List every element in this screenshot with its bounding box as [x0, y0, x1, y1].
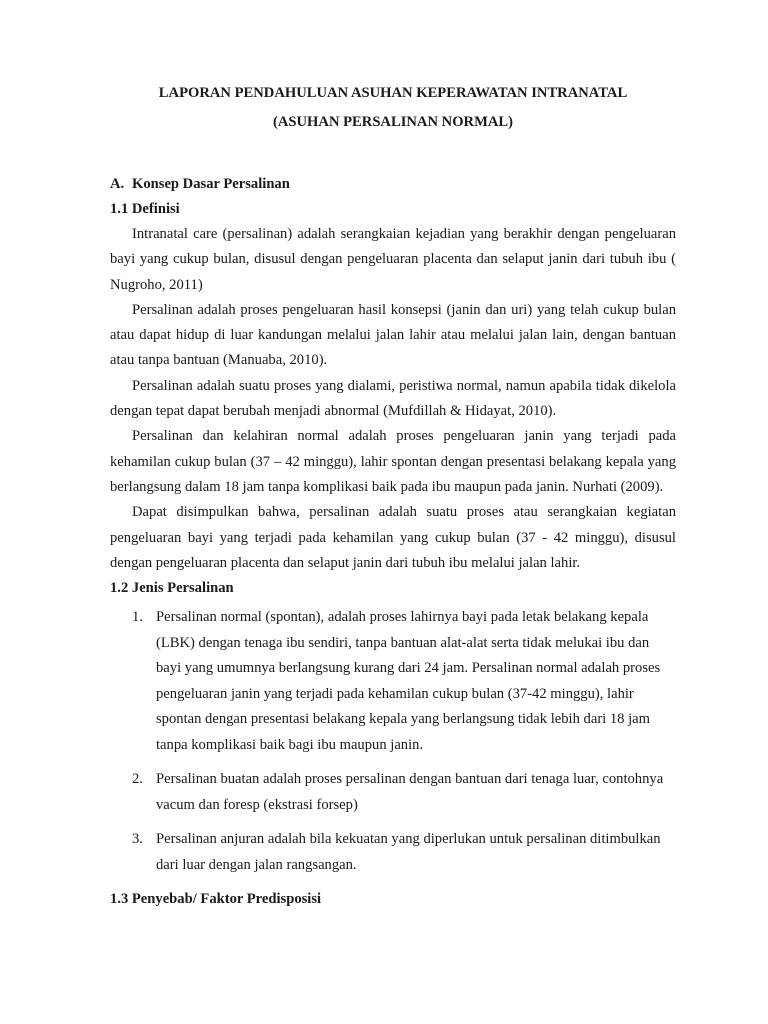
list-item	[110, 767, 666, 818]
section-1-3-heading: 1.3 Penyebab/ Faktor Predisposisi	[110, 891, 322, 908]
section-a-letter: A.	[110, 176, 125, 192]
definition-paragraph: Persalinan adalah suatu proses yang dialami, peristiwa normal, namun apabila tidak dikelola dengan tepat dapat berubah menjadi abnormal (Mufdillah & Hidayat, 2010).	[110, 377, 676, 420]
section-1-1-heading: 1.1 Definisi	[110, 201, 180, 217]
definition-paragraph: Dapat disimpulkan bahwa, persalinan adalah suatu proses atau serangkaian kegiatan pengeluaran bayi yang terjadi pada kehamilan yang cukup bulan (37 - 42 minggu), disusul dengan pengeluaran placenta dan selaput janin dari tubuh ibu melalui jalan lahir.	[110, 504, 676, 571]
definition-paragraph: Intranatal care (persalinan) adalah serangkaian kejadian yang berakhir dengan pengeluaran bayi yang cukup bulan, disusul dengan pengeluaran placenta dan selaput janin dari tubuh ibu ( Nugroho, 2011)	[110, 226, 676, 293]
document-title-line-1: LAPORAN PENDAHULUAN ASUHAN KEPERAWATAN INTRANATAL	[158, 85, 628, 101]
section-1-2-heading: 1.2 Jenis Persalinan	[110, 580, 234, 597]
definition-paragraph: Persalinan dan kelahiran normal adalah proses pengeluaran janin yang terjadi pada kehamilan cukup bulan (37 – 42 minggu), lahir spontan dengan presentasi belakang kepala yang berlangsung dalam 18 jam tanpa komplikasi baik pada ibu maupun pada janin. Nurhati (2009).	[110, 428, 676, 495]
section-a-label: Konsep Dasar Persalinan	[132, 176, 290, 192]
list-item-text: Persalinan buatan adalah proses persalinan dengan bantuan dari tenaga luar, contohnya vacum dan foresp (ekstrasi forsep)	[156, 771, 664, 813]
list-item-text: Persalinan anjuran adalah bila kekuatan yang diperlukan untuk persalinan ditimbulkan dari luar dengan jalan rangsangan.	[156, 831, 661, 873]
document-title-line-2: (ASUHAN PERSALINAN NORMAL)	[273, 114, 513, 130]
list-item	[110, 605, 666, 758]
document-page	[110, 80, 676, 912]
list-item-number: 3.	[132, 831, 143, 848]
jenis-persalinan-list	[110, 605, 676, 878]
list-item-number: 2.	[132, 771, 143, 788]
definition-paragraph: Persalinan adalah proses pengeluaran hasil konsepsi (janin dan uri) yang telah cukup bulan atau dapat hidup di luar kandungan melalui jalan lahir atau melalui jalan lain, dengan bantuan atau tanpa bantuan (Manuaba, 2010).	[110, 301, 676, 369]
list-item-text: Persalinan normal (spontan), adalah proses lahirnya bayi pada letak belakang kepala (LBK) dengan tenaga ibu sendiri, tanpa bantuan alat-alat serta tidak melukai ibu dan bayi yang umumnya berlangsung kurang dari 24 jam. Persalinan normal adalah proses pengeluaran janin yang terjadi pada kehamilan cukup bulan (37-42 minggu), lahir spontan dengan presentasi belakang kepala yang berlangsung tidak lebih dari 18 jam tanpa komplikasi baik bagi ibu maupun janin.	[156, 609, 661, 753]
list-item-number: 1.	[132, 609, 143, 626]
section-a-heading	[110, 171, 676, 197]
list-item	[110, 827, 666, 878]
